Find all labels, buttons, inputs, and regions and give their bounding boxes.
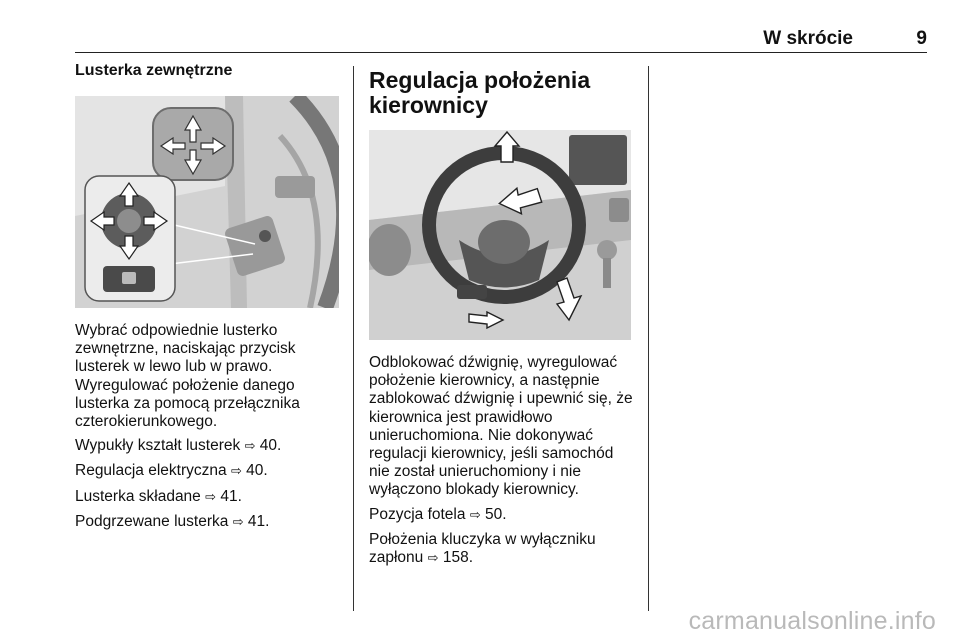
mirror-control-illustration	[75, 96, 339, 308]
ref-seat-position: Pozycja fotela ⇨ 50.	[369, 505, 507, 523]
ref-page-link[interactable]: 50.	[485, 505, 507, 523]
page-reference-arrow-icon: ⇨	[244, 439, 256, 455]
steering-heading: Regulacja położenia kierownicy	[369, 67, 591, 118]
ref-ignition-positions: Położenia kluczyka w wyłączniku zapłonu ⇨ 158.	[369, 530, 596, 567]
mirrors-instructions: Wybrać odpowiednie lusterko zewnętrzne, naciskając przycisk lusterek w lewo lub w prawo. Wyregulować położenie danego lusterka za pomocą przełącznika czterokierunkowego.	[75, 322, 300, 431]
ref-folding-mirrors: Lusterka składane ⇨ 41.	[75, 487, 242, 505]
section-title: W skrócie	[763, 28, 853, 49]
column-divider-left	[353, 66, 354, 611]
watermark: carmanualsonline.info	[688, 607, 936, 635]
page-reference-arrow-icon: ⇨	[232, 514, 244, 530]
page-reference-arrow-icon: ⇨	[205, 489, 217, 505]
ref-page-link[interactable]: 40.	[246, 462, 268, 480]
ref-convex-mirrors: Wypukły kształt lusterek ⇨ 40.	[75, 437, 282, 455]
steering-section	[369, 68, 637, 568]
mirrors-section	[75, 62, 340, 532]
page-number: 9	[916, 28, 927, 49]
ref-page-link[interactable]: 158.	[442, 549, 473, 567]
page-reference-arrow-icon: ⇨	[469, 507, 481, 523]
mirrors-heading: Lusterka zewnętrzne	[75, 62, 233, 79]
steering-wheel-illustration	[369, 130, 631, 340]
steering-instructions: Odblokować dźwignię, wyregulować położenie kierownicy, a następnie zablokować dźwignię i upewnić się, że kierownica jest prawidłowo unieruchomiona. Nie dokonywać regulacji kierownicy, jeśli samochód nie został unieruchomiony i nie wyłączono blokady kierownicy.	[369, 354, 633, 499]
ref-page-link[interactable]: 41.	[247, 512, 270, 530]
page-reference-arrow-icon: ⇨	[230, 464, 242, 480]
page-header	[75, 22, 927, 50]
ref-heated-mirrors: Podgrzewane lusterka ⇨ 41.	[75, 512, 270, 530]
page-reference-arrow-icon: ⇨	[427, 551, 439, 567]
ref-electric-adjust: Regulacja elektryczna ⇨ 40.	[75, 462, 268, 480]
ref-page-link[interactable]: 40.	[259, 437, 282, 455]
ref-page-link[interactable]: 41.	[220, 487, 242, 505]
column-divider-right	[648, 66, 649, 611]
header-rule	[75, 52, 927, 53]
